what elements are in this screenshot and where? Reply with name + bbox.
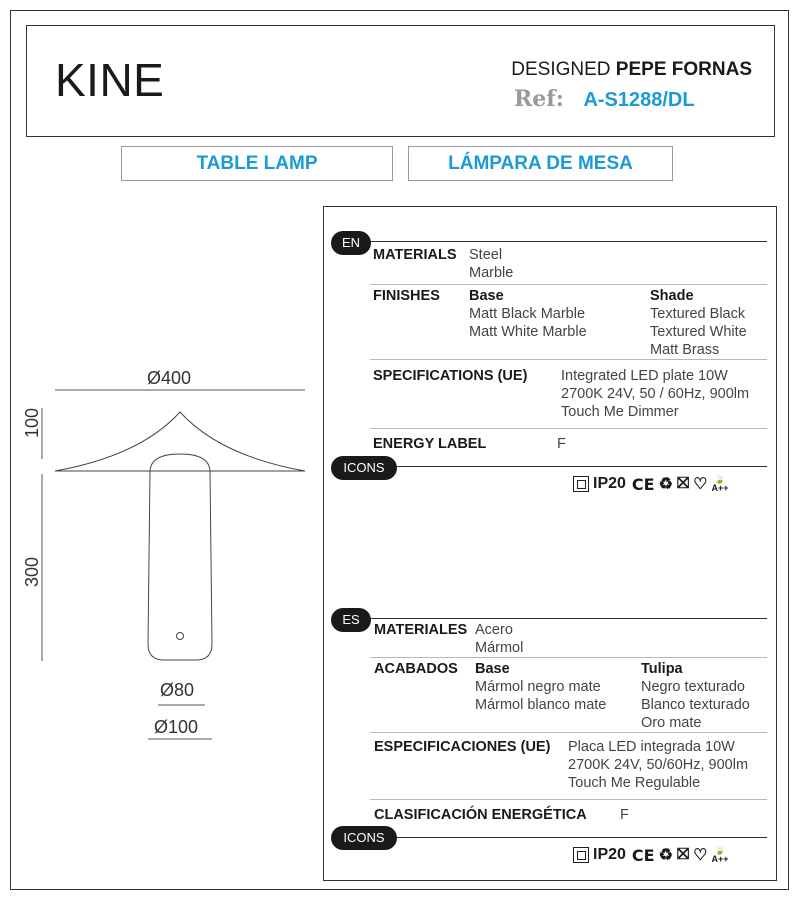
recycle-icon: ♻ — [658, 476, 673, 493]
energy-class-icon: 🍃 A++ — [711, 474, 729, 493]
es-material-item: Mármol — [475, 640, 524, 656]
es-icons-rule — [370, 837, 767, 838]
energy-class-text: A++ — [711, 854, 729, 864]
en-divider — [370, 359, 767, 360]
reference-line — [514, 86, 695, 112]
es-base-item: Mármol blanco mate — [475, 697, 607, 713]
led-bulb-icon: ♡ — [693, 847, 708, 864]
es-specs-label: ESPECIFICACIONES (UE) — [374, 739, 551, 755]
icons-badge-en: ICONS — [331, 456, 397, 480]
designed-label: DESIGNED — [511, 59, 611, 80]
ce-mark-icon: CE — [631, 845, 655, 865]
es-shade-item: Oro mate — [641, 715, 702, 731]
en-finishes-label: FINISHES — [373, 288, 440, 304]
es-base-item: Mármol negro mate — [475, 679, 601, 695]
lamp-body — [148, 454, 212, 660]
en-specs-label: SPECIFICATIONS (UE) — [373, 368, 528, 384]
en-divider — [370, 428, 767, 429]
en-spec-item: 2700K 24V, 50 / 60Hz, 900lm — [561, 386, 750, 402]
dim-body-height: 300 — [22, 556, 42, 587]
dim-base-diameter: Ø100 — [154, 717, 199, 737]
en-energy-label: ENERGY LABEL — [373, 436, 487, 452]
led-bulb-icon: ♡ — [693, 476, 708, 493]
en-shade-label: Shade — [650, 288, 694, 304]
es-material-item: Acero — [475, 622, 513, 638]
en-icons-row — [573, 474, 728, 494]
es-materials-label: MATERIALES — [374, 622, 468, 638]
recycle-icon: ♻ — [658, 847, 673, 864]
es-shade-item: Blanco texturado — [641, 697, 750, 713]
es-shade-label: Tulipa — [641, 661, 683, 677]
ref-label: Ref: — [514, 86, 564, 112]
en-base-label: Base — [469, 288, 504, 304]
icons-badge-es: ICONS — [331, 826, 397, 850]
es-spec-item: Placa LED integrada 10W — [568, 739, 735, 755]
ip-rating: IP20 — [593, 475, 626, 492]
dim-shade-diameter: Ø400 — [147, 368, 192, 388]
header-box — [26, 25, 775, 137]
ref-code: A-S1288/DL — [583, 89, 695, 111]
es-energy-value: F — [620, 807, 629, 823]
es-finishes-label: ACABADOS — [374, 661, 458, 677]
category-es: LÁMPARA DE MESA — [408, 146, 673, 181]
en-icons-rule — [370, 466, 767, 467]
lang-badge-es: ES — [331, 608, 371, 632]
lamp-shade — [55, 412, 305, 471]
es-divider — [370, 799, 767, 800]
en-rule — [370, 241, 767, 242]
en-base-item: Matt White Marble — [469, 324, 587, 340]
en-spec-item: Touch Me Dimmer — [561, 404, 679, 420]
es-energy-label: CLASIFICACIÓN ENERGÉTICA — [374, 807, 587, 823]
en-shade-item: Matt Brass — [650, 342, 720, 358]
en-materials-label: MATERIALS — [373, 247, 457, 263]
weee-bin-icon: ⛝ — [676, 846, 690, 863]
dim-shade-height: 100 — [22, 407, 42, 438]
es-divider — [370, 657, 767, 658]
lang-badge-en: EN — [331, 231, 371, 255]
ip20-double-square-icon — [573, 847, 589, 863]
energy-class-icon: 🍃 A++ — [711, 845, 729, 864]
ip-rating: IP20 — [593, 846, 626, 863]
product-title: KINE — [55, 54, 165, 106]
en-energy-value: F — [557, 436, 566, 452]
category-en: TABLE LAMP — [121, 146, 393, 181]
ip20-double-square-icon — [573, 476, 589, 492]
designer-line — [511, 59, 752, 81]
es-rule — [370, 618, 767, 619]
es-spec-item: Touch Me Regulable — [568, 775, 701, 791]
en-shade-item: Textured Black — [650, 306, 746, 322]
en-spec-item: Integrated LED plate 10W — [561, 368, 728, 384]
en-base-item: Matt Black Marble — [469, 306, 586, 322]
energy-class-text: A++ — [711, 483, 729, 493]
weee-bin-icon: ⛝ — [676, 475, 690, 492]
touch-dimmer-button — [177, 633, 184, 640]
en-material-item: Steel — [469, 247, 503, 263]
ce-mark-icon: CE — [631, 474, 655, 494]
es-base-label: Base — [475, 661, 510, 677]
es-icons-row — [573, 845, 728, 865]
designer-name: PEPE FORNAS — [615, 59, 752, 80]
es-spec-item: 2700K 24V, 50/60Hz, 900lm — [568, 757, 749, 773]
en-shade-item: Textured White — [650, 324, 747, 340]
es-shade-item: Negro texturado — [641, 679, 745, 695]
en-material-item: Marble — [469, 265, 514, 281]
dim-body-diameter: Ø80 — [160, 680, 195, 700]
en-divider — [370, 284, 767, 285]
es-divider — [370, 732, 767, 733]
